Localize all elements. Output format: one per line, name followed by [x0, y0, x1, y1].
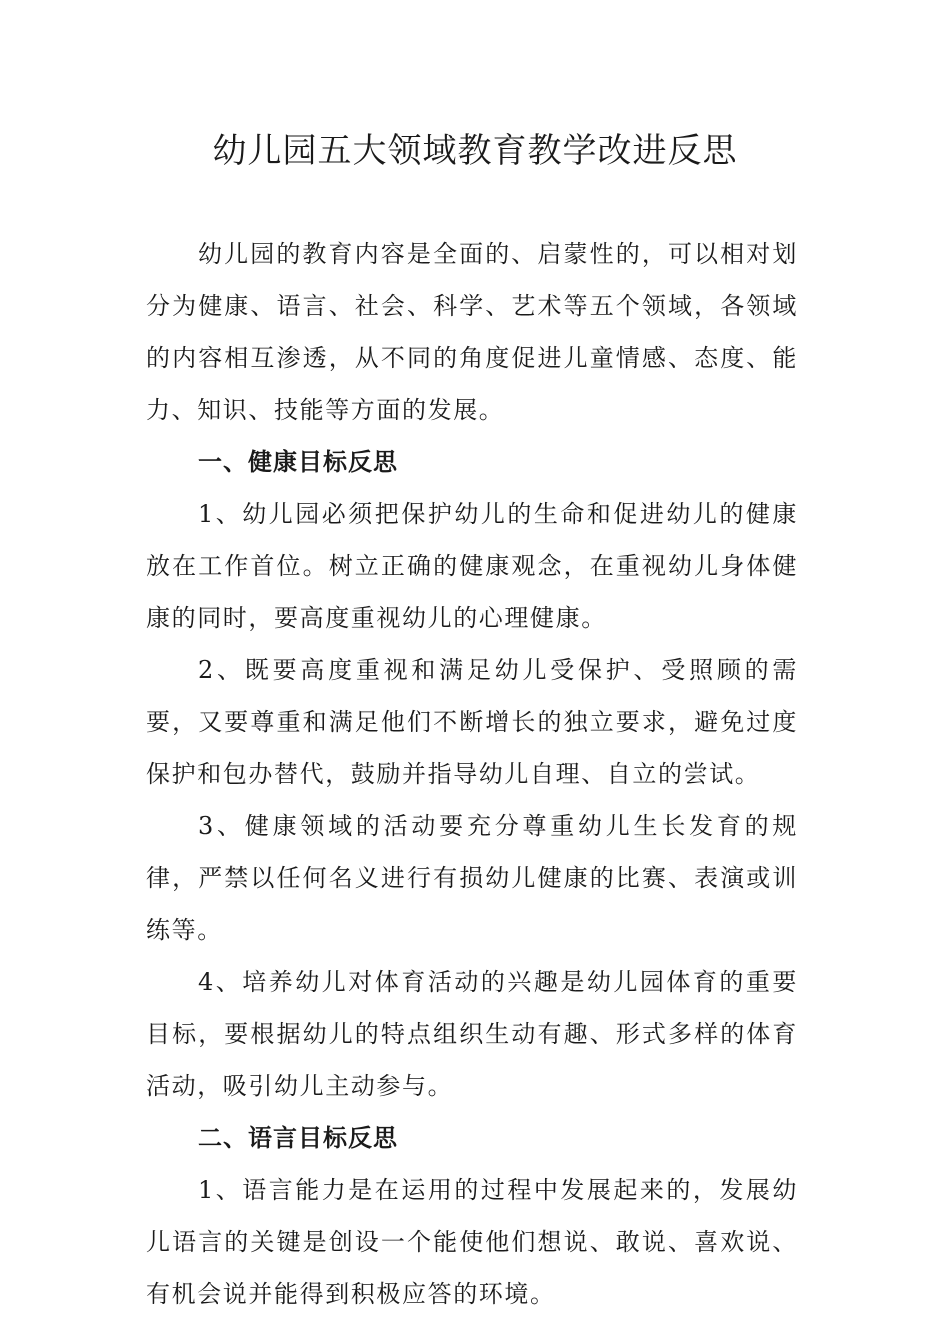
health-paragraph-2: 2、既要高度重视和满足幼儿受保护、受照顾的需要，又要尊重和满足他们不断增长的独立要求，避免过度保护和包办替代，鼓励并指导幼儿自理、自立的尝试。	[146, 656, 798, 788]
section-heading-language: 二、语言目标反思	[198, 1124, 398, 1152]
document-body	[146, 228, 798, 1320]
section-heading-health: 一、健康目标反思	[198, 448, 398, 476]
document-title: 幼儿园五大领域教育教学改进反思	[212, 131, 738, 171]
health-paragraph-4: 4、培养幼儿对体育活动的兴趣是幼儿园体育的重要目标，要根据幼儿的特点组织生动有趣、形式多样的体育活动，吸引幼儿主动参与。	[146, 968, 798, 1100]
health-paragraph-3: 3、健康领域的活动要充分尊重幼儿生长发育的规律，严禁以任何名义进行有损幼儿健康的比赛、表演或训练等。	[146, 812, 798, 944]
language-paragraph-1: 1、语言能力是在运用的过程中发展起来的，发展幼儿语言的关键是创设一个能使他们想说、敢说、喜欢说、有机会说并能得到积极应答的环境。	[146, 1176, 798, 1308]
intro-paragraph: 幼儿园的教育内容是全面的、启蒙性的，可以相对划分为健康、语言、社会、科学、艺术等五个领域，各领域的内容相互渗透，从不同的角度促进儿童情感、态度、能力、知识、技能等方面的发展。	[146, 240, 798, 424]
health-paragraph-1: 1、幼儿园必须把保护幼儿的生命和促进幼儿的健康放在工作首位。树立正确的健康观念，在重视幼儿身体健康的同时，要高度重视幼儿的心理健康。	[146, 500, 798, 632]
